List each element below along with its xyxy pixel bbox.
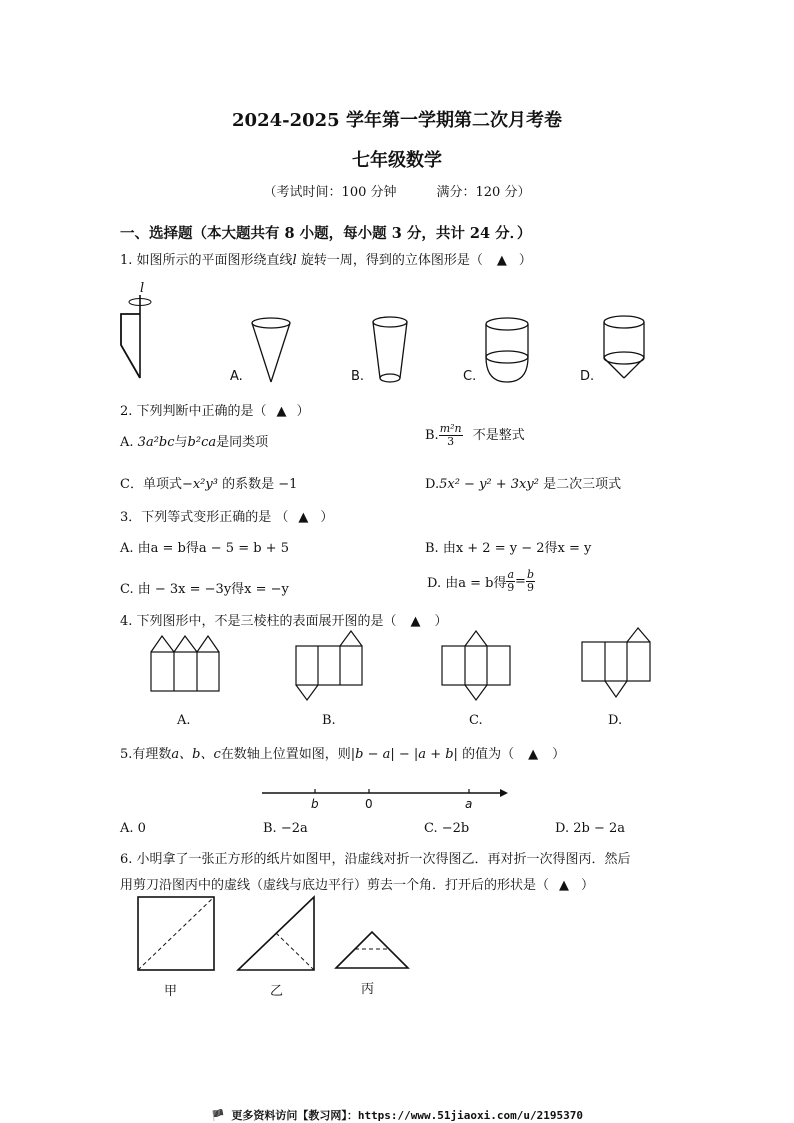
question-4-stem: 4. 下列图形中，不是三棱柱的表面展开图的是（ ▲ ） <box>120 614 448 629</box>
q2-option-a: A. 3a²bc与b²ca是同类项 <box>120 435 269 450</box>
q4-option-a: A. <box>177 713 191 728</box>
q4-option-c: C. <box>469 713 483 728</box>
exam-subject: 七年级数学 <box>352 150 442 171</box>
section-heading: 一、选择题（本大题共有 8 小题，每小题 3 分，共计 24 分．） <box>120 225 532 242</box>
figure-jia-square <box>138 897 214 970</box>
q2-option-c: C．单项式−x²y³ 的系数是 −1 <box>120 477 298 492</box>
q5-option-a: A. 0 <box>120 821 146 836</box>
q1-option-d: D. <box>580 369 595 384</box>
figure-yi-triangle <box>238 897 314 970</box>
question-3-stem: 3．下列等式变形正确的是 （ ▲ ） <box>120 510 334 525</box>
exam-title: 2024-2025 学年第一学期第二次月考卷 <box>232 110 562 131</box>
q5-axis-label-b: b <box>311 797 319 811</box>
question-6-line1: 6. 小明拿了一张正方形的纸片如图甲，沿虚线对折一次得图乙．再对折一次得图丙．然后 <box>120 852 631 867</box>
exam-score: 满分：120 分） <box>436 185 531 200</box>
question-1-stem: 1. 如图所示的平面图形绕直线l 旋转一周，得到的立体图形是（ ▲ ） <box>120 253 532 268</box>
exam-time: （考试时间：100 分钟 <box>263 185 397 200</box>
question-6-line2: 用剪刀沿图丙中的虚线（虚线与底边平行）剪去一个角．打开后的形状是（ ▲ ） <box>120 878 595 893</box>
question-2-stem: 2. 下列判断中正确的是（ ▲ ） <box>120 404 310 419</box>
q5-axis-label-a: a <box>465 797 473 811</box>
q1-option-a: A. <box>230 369 243 384</box>
q3-option-b: B. 由x + 2 = y − 2得x = y <box>425 541 592 556</box>
q2-option-d: D.5x² − y² + 3xy² 是二次三项式 <box>425 477 622 492</box>
q4-option-d: D. <box>608 713 623 728</box>
q3-option-d: D. 由a = b得 $\frac{a}{9}$ = $\frac{b}{9}$ <box>427 568 534 594</box>
q5-axis-label-0: 0 <box>365 797 373 811</box>
q5-option-c: C. −2b <box>424 821 470 836</box>
q2-option-b: B. $\frac{\text{m²n}}{3}$ 不是整式 <box>425 422 525 448</box>
axis-l-label: l <box>140 281 145 296</box>
q3-option-a: A. 由a = b得a − 5 = b + 5 <box>120 541 289 556</box>
q4-option-b: B. <box>322 713 336 728</box>
q1-option-b: B. <box>351 369 365 384</box>
q1-option-c: C. <box>463 369 477 384</box>
label-jia: 甲 <box>164 984 178 999</box>
q5-option-d: D. 2b − 2a <box>555 821 625 836</box>
q3-option-c: C. 由 − 3x = −3y得x = −y <box>120 582 289 597</box>
footer-link[interactable]: 🏴 更多资料访问【教习网】：https://www.51jiaoxi.com/u/2195370 <box>211 1109 583 1122</box>
question-5-stem: 5.有理数a、b、c在数轴上位置如图，则|b − a| − |a + b| 的值为（ ▲ ） <box>120 747 566 762</box>
figure-bing-triangle <box>336 932 408 968</box>
label-bing: 丙 <box>361 982 375 997</box>
label-yi: 乙 <box>270 984 284 999</box>
q5-option-b: B. −2a <box>263 821 308 836</box>
